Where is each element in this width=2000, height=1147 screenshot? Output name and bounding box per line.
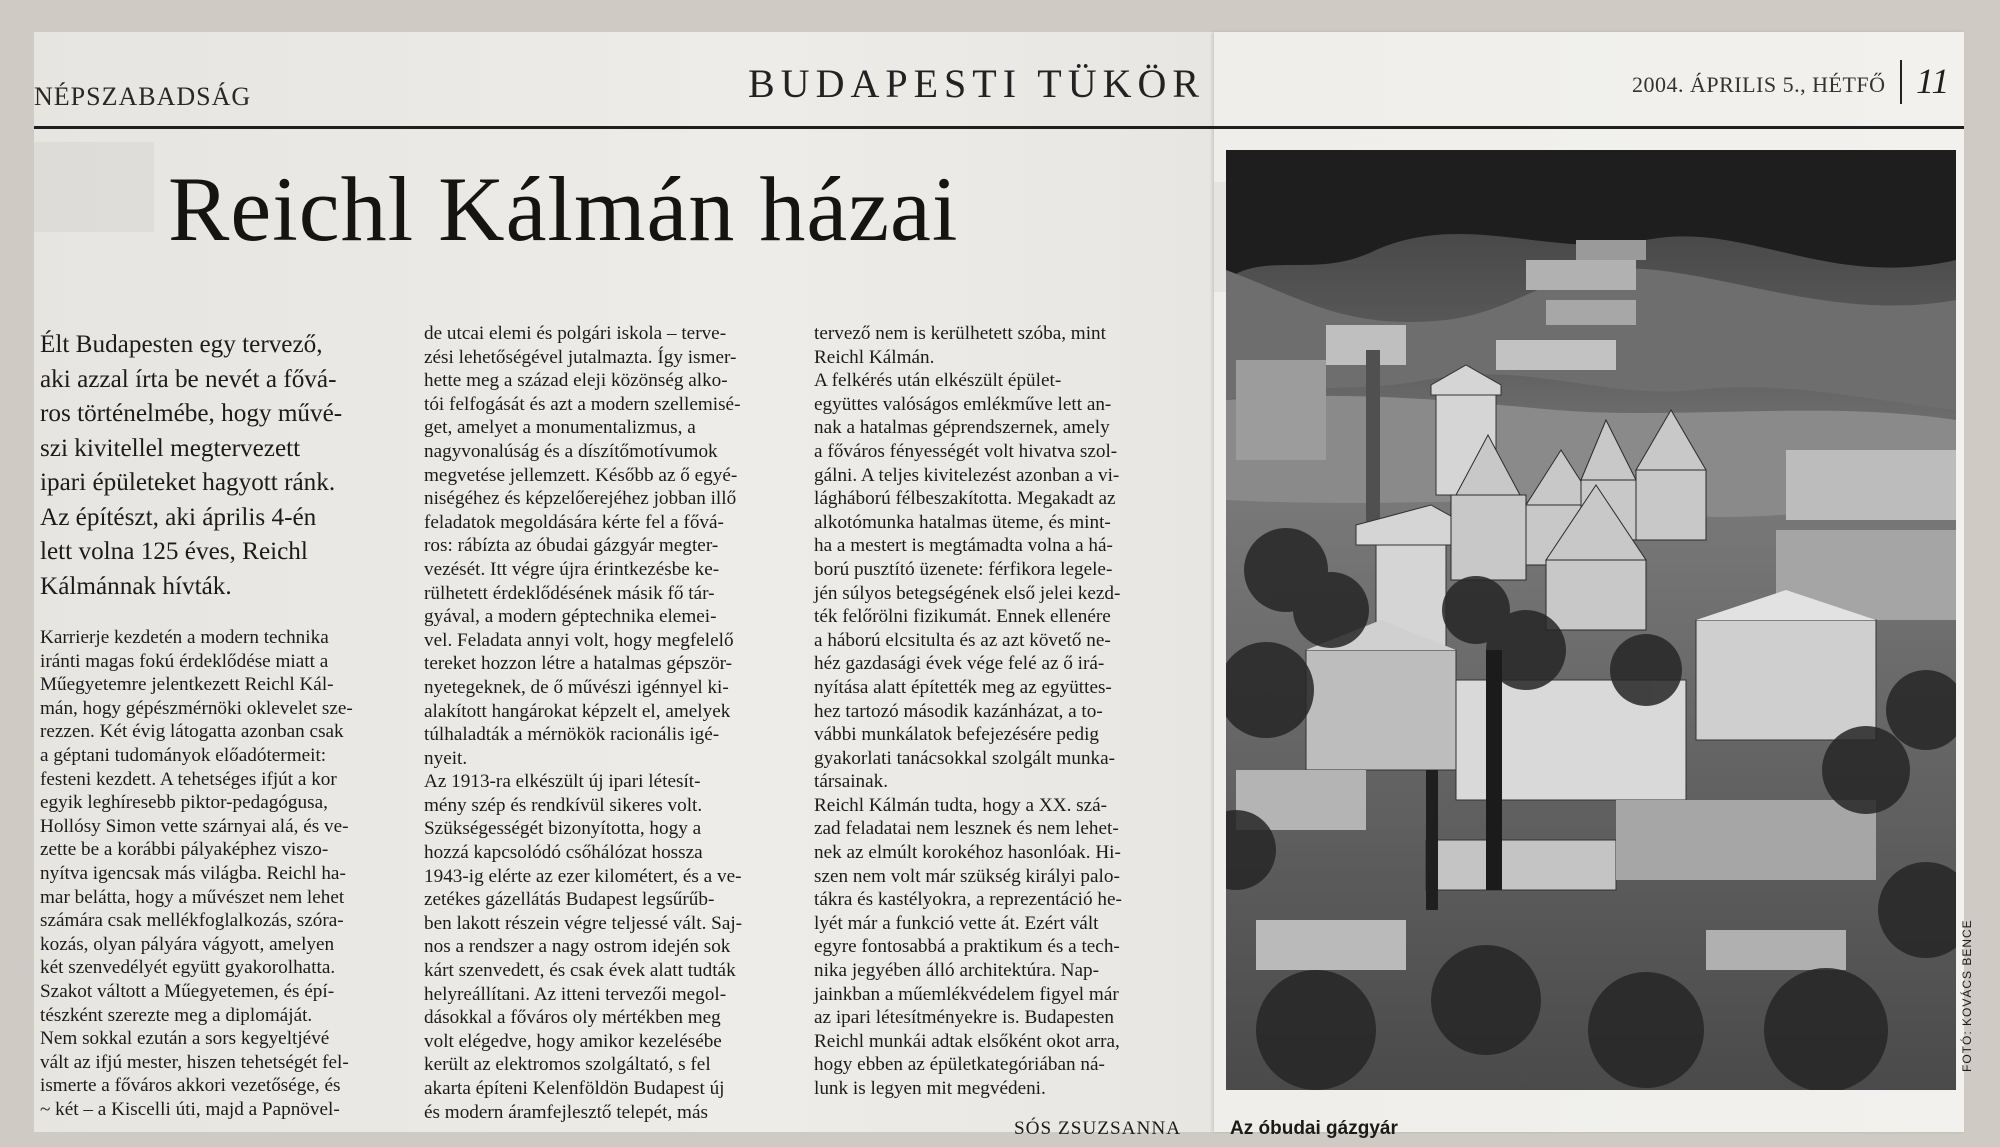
text-line: nyítva igencsak más világba. Reichl ha- (40, 862, 346, 884)
text-line: rülhetett érdeklődésének másik fő tár- (424, 582, 715, 604)
header-divider (1900, 60, 1902, 104)
text-line: és modern áramfejlesztő telepét, más (424, 1101, 708, 1123)
text-line: héz gazdasági évek vége felé az ő irá- (814, 653, 1105, 675)
bleed-through-shadow (34, 142, 154, 232)
article-lead (40, 328, 416, 604)
photo-illustration (1226, 150, 1956, 1090)
text-line: zési lehetőségével jutalmazta. Így ismer- (424, 346, 737, 368)
text-line: get, amelyet a monumentalizmus, a (424, 417, 696, 439)
text-line: zetékes gázellátás Budapest legsűrűb- (424, 889, 715, 911)
text-line: vel. Feladata annyi volt, hogy megfelelő (424, 629, 734, 651)
text-line: Szakot váltott a Műegyetemen, és épí- (40, 980, 335, 1002)
photo-caption: Az óbudai gázgyár (1230, 1118, 1398, 1139)
page-number: 11 (1916, 61, 1950, 101)
text-line: két szenvedélyét együtt gyakorolhatta. (40, 957, 336, 979)
article-author: SÓS ZSUZSANNA (1014, 1118, 1182, 1139)
article-headline: Reichl Kálmán házai (168, 158, 959, 260)
text-line: hozzá kapcsolódó csőhálózat hossza (424, 842, 703, 864)
text-line: gyával, a modern géptechnika elemei- (424, 606, 717, 628)
text-line: gyakorlati tanácsokkal szolgált munka- (814, 747, 1116, 769)
text-line: feladatok megoldására kérte fel a fővá- (424, 511, 724, 533)
text-line: zette be a korábbi pályaképhez viszo- (40, 839, 329, 861)
text-line: megvetése jellemzett. Később az ő egyé- (424, 464, 738, 486)
bleed-through-shadow (1214, 182, 1226, 292)
text-line: számára csak mellékfoglalkozás, szóra- (40, 910, 344, 932)
text-line: Reichl munkái adtak elsőként okot arra, (814, 1030, 1120, 1052)
text-line: ros: rábízta az óbudai gázgyár megter- (424, 535, 719, 557)
text-line: nagyvonalúság és a díszítőmotívumok (424, 440, 718, 462)
text-line: Az 1913-ra elkészült új ipari létesít- (424, 771, 701, 793)
text-line: egyre fontosabbá a praktikum és a tech- (814, 936, 1120, 958)
text-line: tészként szerezte meg a diplomáját. (40, 1004, 313, 1026)
text-line: zad feladatai nem lesznek és nem lehet- (814, 818, 1119, 840)
text-line: a géptani tudományok előadótermeit: (40, 744, 327, 766)
text-line: a főváros fényességét volt hivatva szol- (814, 440, 1118, 462)
text-line: Szükségességét bizonyította, hogy a (424, 818, 702, 840)
text-line: mény szép és rendkívül sikeres volt. (424, 794, 703, 816)
text-line: lágháború félbeszakította. Megakadt az (814, 488, 1116, 510)
text-line: kárt szenvedett, és csak évek alatt tudták (424, 960, 736, 982)
text-line: lyét már a funkció vette át. Ezért vált (814, 912, 1099, 934)
text-line: rezzen. Két évig látogatta azonban csak (40, 721, 344, 743)
text-line: hette meg a század eleji közönség alko- (424, 370, 728, 392)
text-line: nak a hatalmas géprendszernek, amely (814, 417, 1110, 439)
text-line: dásokkal a főváros oly mértékben meg (424, 1007, 721, 1029)
text-line: tervező nem is kerülhetett szóba, mint (814, 323, 1106, 344)
text-line: mán, hogy gépészmérnöki oklevelet sze- (40, 697, 353, 719)
photo-credit: FOTÓ: KOVÁCS BENCE (1960, 919, 1974, 1072)
text-line: szi kivitellel megtervezett (40, 434, 301, 462)
text-line: A felkérés után elkészült épület- (814, 370, 1062, 392)
text-line: de utcai elemi és polgári iskola – terve- (424, 323, 727, 344)
text-line: Reichl Kálmán. (814, 346, 935, 368)
text-line: alakított hangárokat képzelt el, amelyek (424, 700, 731, 722)
text-line: ben lakott részein végre teljessé vált. Saj- (424, 912, 743, 934)
text-line: lett volna 125 éves, Reichl (40, 538, 308, 565)
text-line: hogy ebben az épületkategóriában ná- (814, 1054, 1105, 1076)
gasworks-aerial-photo (1226, 150, 1956, 1090)
text-line: tereket hozzon létre a hatalmas gépször- (424, 653, 733, 675)
text-line: társainak. (814, 771, 889, 793)
text-line: került az elektromos szolgáltató, s fel (424, 1054, 711, 1076)
text-line: tói felfogását és azt a modern szellemisé- (424, 393, 741, 415)
text-line: iránti magas fokú érdeklődése miatt a (40, 650, 329, 672)
masthead (34, 32, 1964, 122)
text-line: túlhaladták a mérnökök racionális igé- (424, 724, 720, 746)
text-line: Kálmánnak hívták. (40, 572, 232, 600)
text-line: ismerte a főváros akkori vezetősége, és (40, 1075, 341, 1097)
text-line: vált az ifjú mester, hiszen tehetségét fel- (40, 1051, 349, 1073)
text-line: Nem sokkal ezután a sors kegyeltjévé (40, 1028, 330, 1050)
text-line: Reichl Kálmán tudta, hogy a XX. szá- (814, 794, 1108, 816)
text-line: ték felőrölni fizikumát. Ennek ellenére (814, 606, 1111, 628)
text-line: ború pusztító üzenete: férfikora legele- (814, 558, 1113, 580)
text-line: 1943-ig elérte az ezer kilométert, és a ve- (424, 865, 742, 887)
text-line: nyeit. (424, 747, 468, 769)
text-line: volt elégedve, hogy amikor kezelésébe (424, 1030, 722, 1052)
article-column-3 (814, 322, 1190, 1101)
newspaper-name: NÉPSZABADSÁG (34, 82, 252, 111)
text-line: Az építészt, aki április 4-én (40, 503, 317, 531)
text-line: nos a rendszer a nagy ostrom idején sok (424, 936, 731, 958)
text-line: egyik leghíresebb piktor-pedagógusa, (40, 792, 328, 814)
text-line: az ipari létesítményekre is. Budapesten (814, 1007, 1114, 1029)
text-line: hez tartozó második kazánházat, a to- (814, 700, 1103, 722)
text-line: jainkban a műemlékvédelem figyel már (814, 983, 1119, 1005)
text-line: aki azzal írta be nevét a fővá- (40, 365, 337, 393)
text-line: nika jegyében álló architektúra. Nap- (814, 960, 1100, 982)
text-line: Karrierje kezdetén a modern technika (40, 627, 329, 648)
text-line: nek az elmúlt korokéhoz hasonlóak. Hi- (814, 842, 1121, 864)
text-line: kozás, olyan pályára vágyott, amelyen (40, 933, 335, 955)
text-line: Műegyetemre jelentkezett Reichl Kál- (40, 674, 334, 696)
text-line: niségéhez és képzelőerejéhez jobban illő (424, 488, 737, 510)
section-title: BUDAPESTI TÜKÖR (748, 61, 1206, 106)
text-line: együttes valóságos emlékműve lett an- (814, 393, 1112, 415)
text-line: ha a mestert is megtámadta volna a há- (814, 535, 1113, 557)
text-line: lunk is legyen mit megvédeni. (814, 1078, 1046, 1099)
text-line: tákra és kastélyokra, a reprezentáció he- (814, 889, 1122, 911)
newspaper-page (34, 32, 1974, 1139)
text-line: gálni. A teljes kivitelezést azonban a vi- (814, 464, 1120, 486)
text-line: nyetegeknek, de ő művészi igénnyel ki- (424, 676, 729, 698)
text-line: Élt Budapesten egy tervező, (40, 331, 323, 358)
text-line: helyreállítani. Az itteni tervezői megol- (424, 983, 727, 1005)
text-line: ipari épületeket hagyott ránk. (40, 469, 336, 496)
header-rule (34, 126, 1964, 129)
text-line: ros történelmébe, hogy művé- (40, 400, 343, 427)
text-line: mar belátta, hogy a művészet nem lehet (40, 886, 345, 908)
text-line: a háború elcsitulta és az azt követő ne- (814, 629, 1111, 651)
article-column-2 (424, 322, 800, 1124)
text-line: szen nem volt már szükség királyi palo- (814, 865, 1120, 887)
text-line: Hollósy Simon vette szárnyai alá, és ve- (40, 815, 349, 837)
text-line: nyítása alatt építették meg az együttes- (814, 676, 1112, 698)
text-line: jén súlyos betegségének első jelei kezd- (814, 582, 1121, 604)
text-line: festeni kezdett. A tehetséges ifjút a kor (40, 768, 337, 790)
text-line: vezését. Itt végre újra érintkezésbe ke- (424, 558, 720, 580)
text-line: alkotómunka hatalmas üteme, és mint- (814, 511, 1111, 533)
text-line: ~ két – a Kiscelli úti, majd a Papnövel- (40, 1098, 340, 1120)
article-column-1 (40, 626, 412, 1121)
text-line: akarta építeni Kelenföldön Budapest új (424, 1078, 725, 1099)
issue-date: 2004. ÁPRILIS 5., HÉTFŐ (1632, 72, 1886, 97)
text-line: vábbi munkálatok befejezésére pedig (814, 724, 1100, 746)
